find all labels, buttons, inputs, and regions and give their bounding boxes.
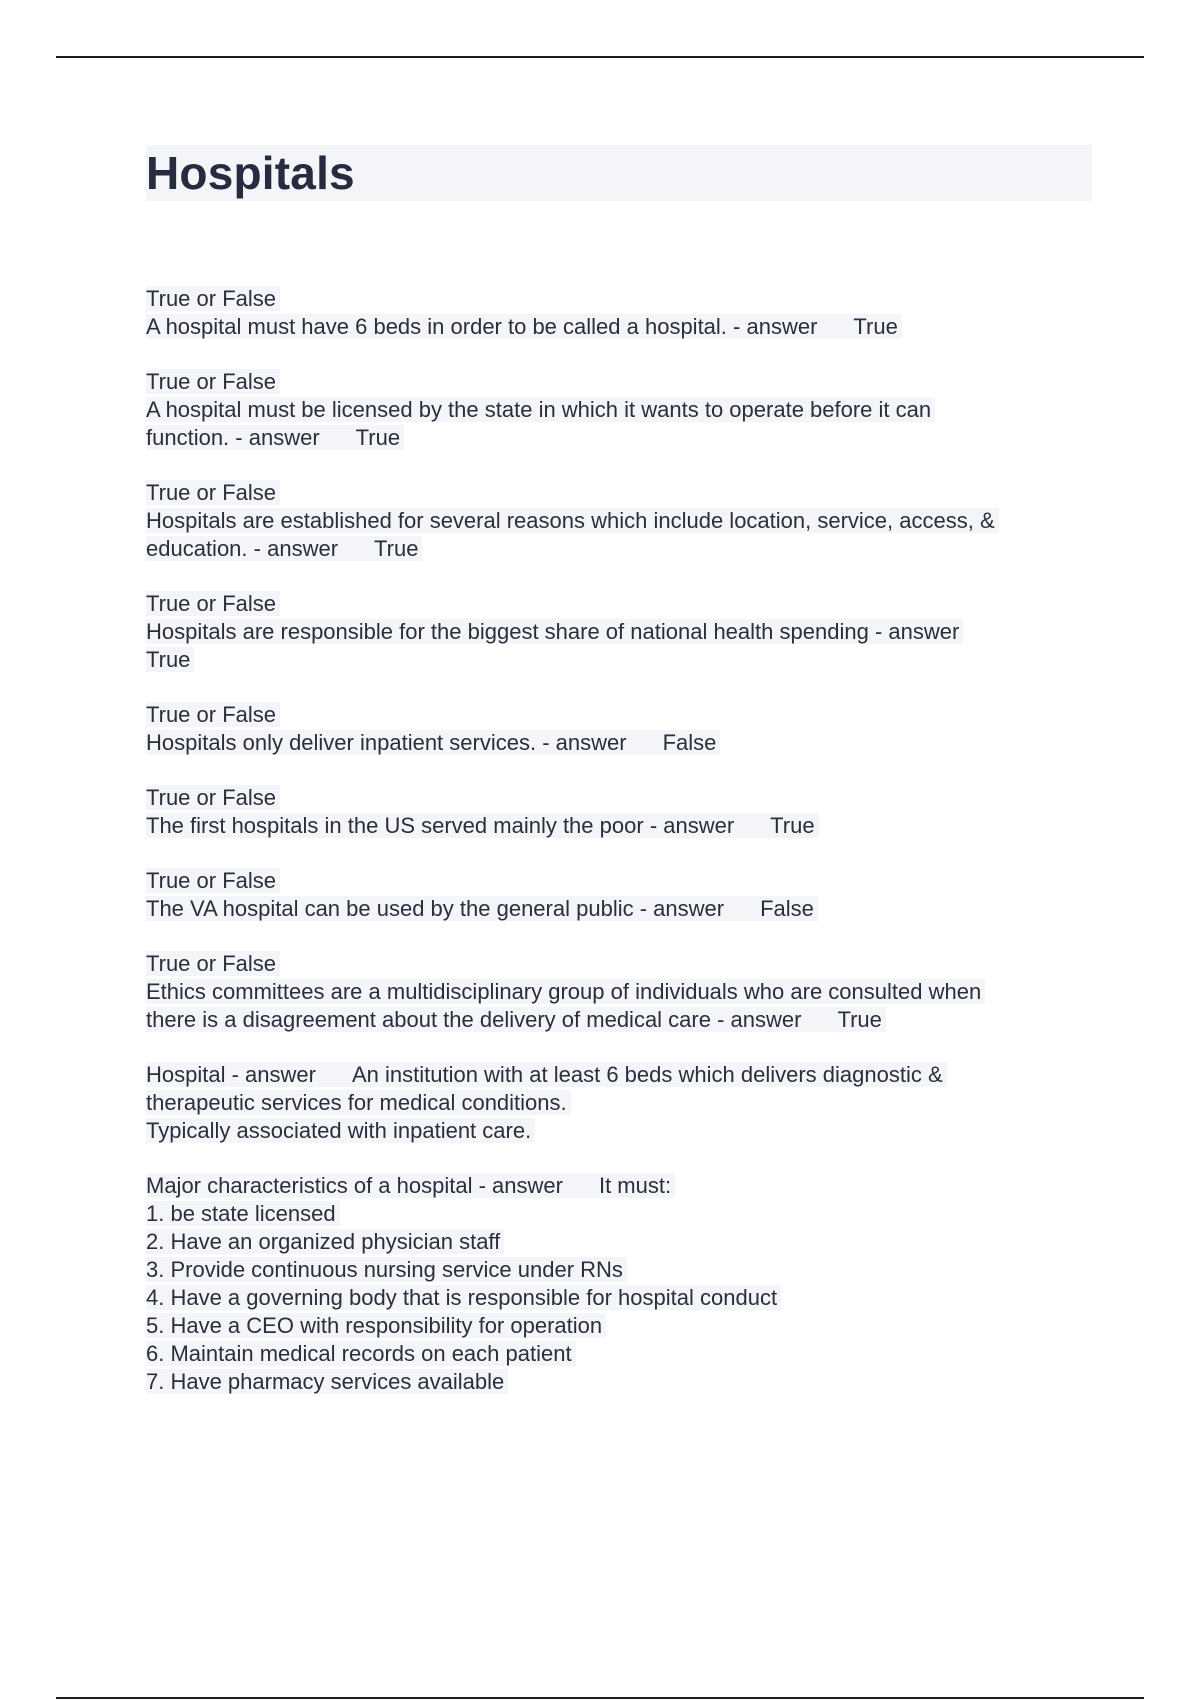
qa-separator: - answer [542, 730, 627, 755]
qa-separator: - answer [874, 619, 960, 644]
definition-term: Hospital [146, 1062, 226, 1087]
qa-answer: False [760, 896, 814, 921]
definition-separator: - answer [231, 1062, 316, 1087]
qa-separator: - answer [649, 813, 735, 838]
list-item: 2. Have an organized physician staff [146, 1228, 1092, 1256]
qa-answer: True [837, 1007, 882, 1032]
qa-answer: True [853, 314, 898, 339]
qa-item [146, 950, 1092, 1034]
qa-question-line1: Hospitals are established for several reasons which include location, service, access, & [146, 508, 999, 533]
qa-answer: False [662, 730, 717, 755]
characteristics-item [146, 1172, 1092, 1396]
qa-prompt: True or False [146, 785, 280, 810]
qa-item [146, 867, 1092, 923]
qa-prompt: True or False [146, 286, 280, 311]
list-item: 7. Have pharmacy services available [146, 1368, 1092, 1396]
qa-prompt: True or False [146, 369, 280, 394]
characteristics-separator: - answer [478, 1173, 563, 1198]
qa-answer: True [770, 813, 815, 838]
list-item: 4. Have a governing body that is responsible for hospital conduct [146, 1284, 1092, 1312]
qa-prompt: True or False [146, 951, 280, 976]
qa-question-line2: education. [146, 536, 248, 561]
qa-prompt: True or False [146, 480, 280, 505]
header-rule [56, 56, 1144, 58]
characteristics-list [146, 1200, 1092, 1396]
qa-separator: - answer [717, 1007, 802, 1032]
qa-prompt: True or False [146, 591, 280, 616]
qa-separator: - answer [235, 425, 320, 450]
qa-prompt: True or False [146, 702, 280, 727]
footer-rule [56, 1697, 1144, 1699]
qa-separator: - answer [253, 536, 339, 561]
list-item: 5. Have a CEO with responsibility for operation [146, 1312, 1092, 1340]
qa-item [146, 590, 1092, 674]
qa-item [146, 368, 1092, 452]
list-item: 1. be state licensed [146, 1200, 1092, 1228]
list-item: 3. Provide continuous nursing service under RNs [146, 1256, 1092, 1284]
document-body [146, 145, 1092, 1423]
qa-separator: - answer [733, 314, 818, 339]
qa-item [146, 701, 1092, 757]
qa-item [146, 479, 1092, 563]
qa-question-line2: there is a disagreement about the delivery of medical care [146, 1007, 711, 1032]
definition-answer-line1: An institution with at least 6 beds which delivers diagnostic & [351, 1062, 943, 1087]
qa-question: Hospitals are responsible for the biggest share of national health spending [146, 619, 869, 644]
title-band [146, 145, 1092, 201]
qa-prompt: True or False [146, 868, 280, 893]
qa-question-line1: A hospital must be licensed by the state in which it wants to operate before it can [146, 397, 935, 422]
qa-question: The VA hospital can be used by the general public [146, 896, 634, 921]
definition-answer-line2: therapeutic services for medical conditions. [146, 1090, 571, 1115]
qa-question: A hospital must have 6 beds in order to be called a hospital. [146, 314, 727, 339]
page-title: Hospitals [146, 147, 355, 199]
qa-answer: True [374, 536, 419, 561]
qa-question-line1: Ethics committees are a multidisciplinary group of individuals who are consulted when [146, 979, 985, 1004]
definition-answer-line3: Typically associated with inpatient care. [146, 1118, 535, 1143]
qa-list [146, 285, 1092, 1396]
qa-question: The first hospitals in the US served mainly the poor [146, 813, 644, 838]
list-item: 6. Maintain medical records on each patient [146, 1340, 1092, 1368]
qa-question-line2: function. [146, 425, 230, 450]
qa-answer: True [355, 425, 401, 450]
qa-question: Hospitals only deliver inpatient services. [146, 730, 537, 755]
qa-answer: True [146, 647, 194, 672]
qa-item [146, 285, 1092, 341]
qa-item [146, 784, 1092, 840]
characteristics-term: Major characteristics of a hospital [146, 1173, 473, 1198]
qa-separator: - answer [639, 896, 725, 921]
characteristics-intro: It must: [598, 1173, 672, 1198]
definition-item [146, 1061, 1092, 1145]
